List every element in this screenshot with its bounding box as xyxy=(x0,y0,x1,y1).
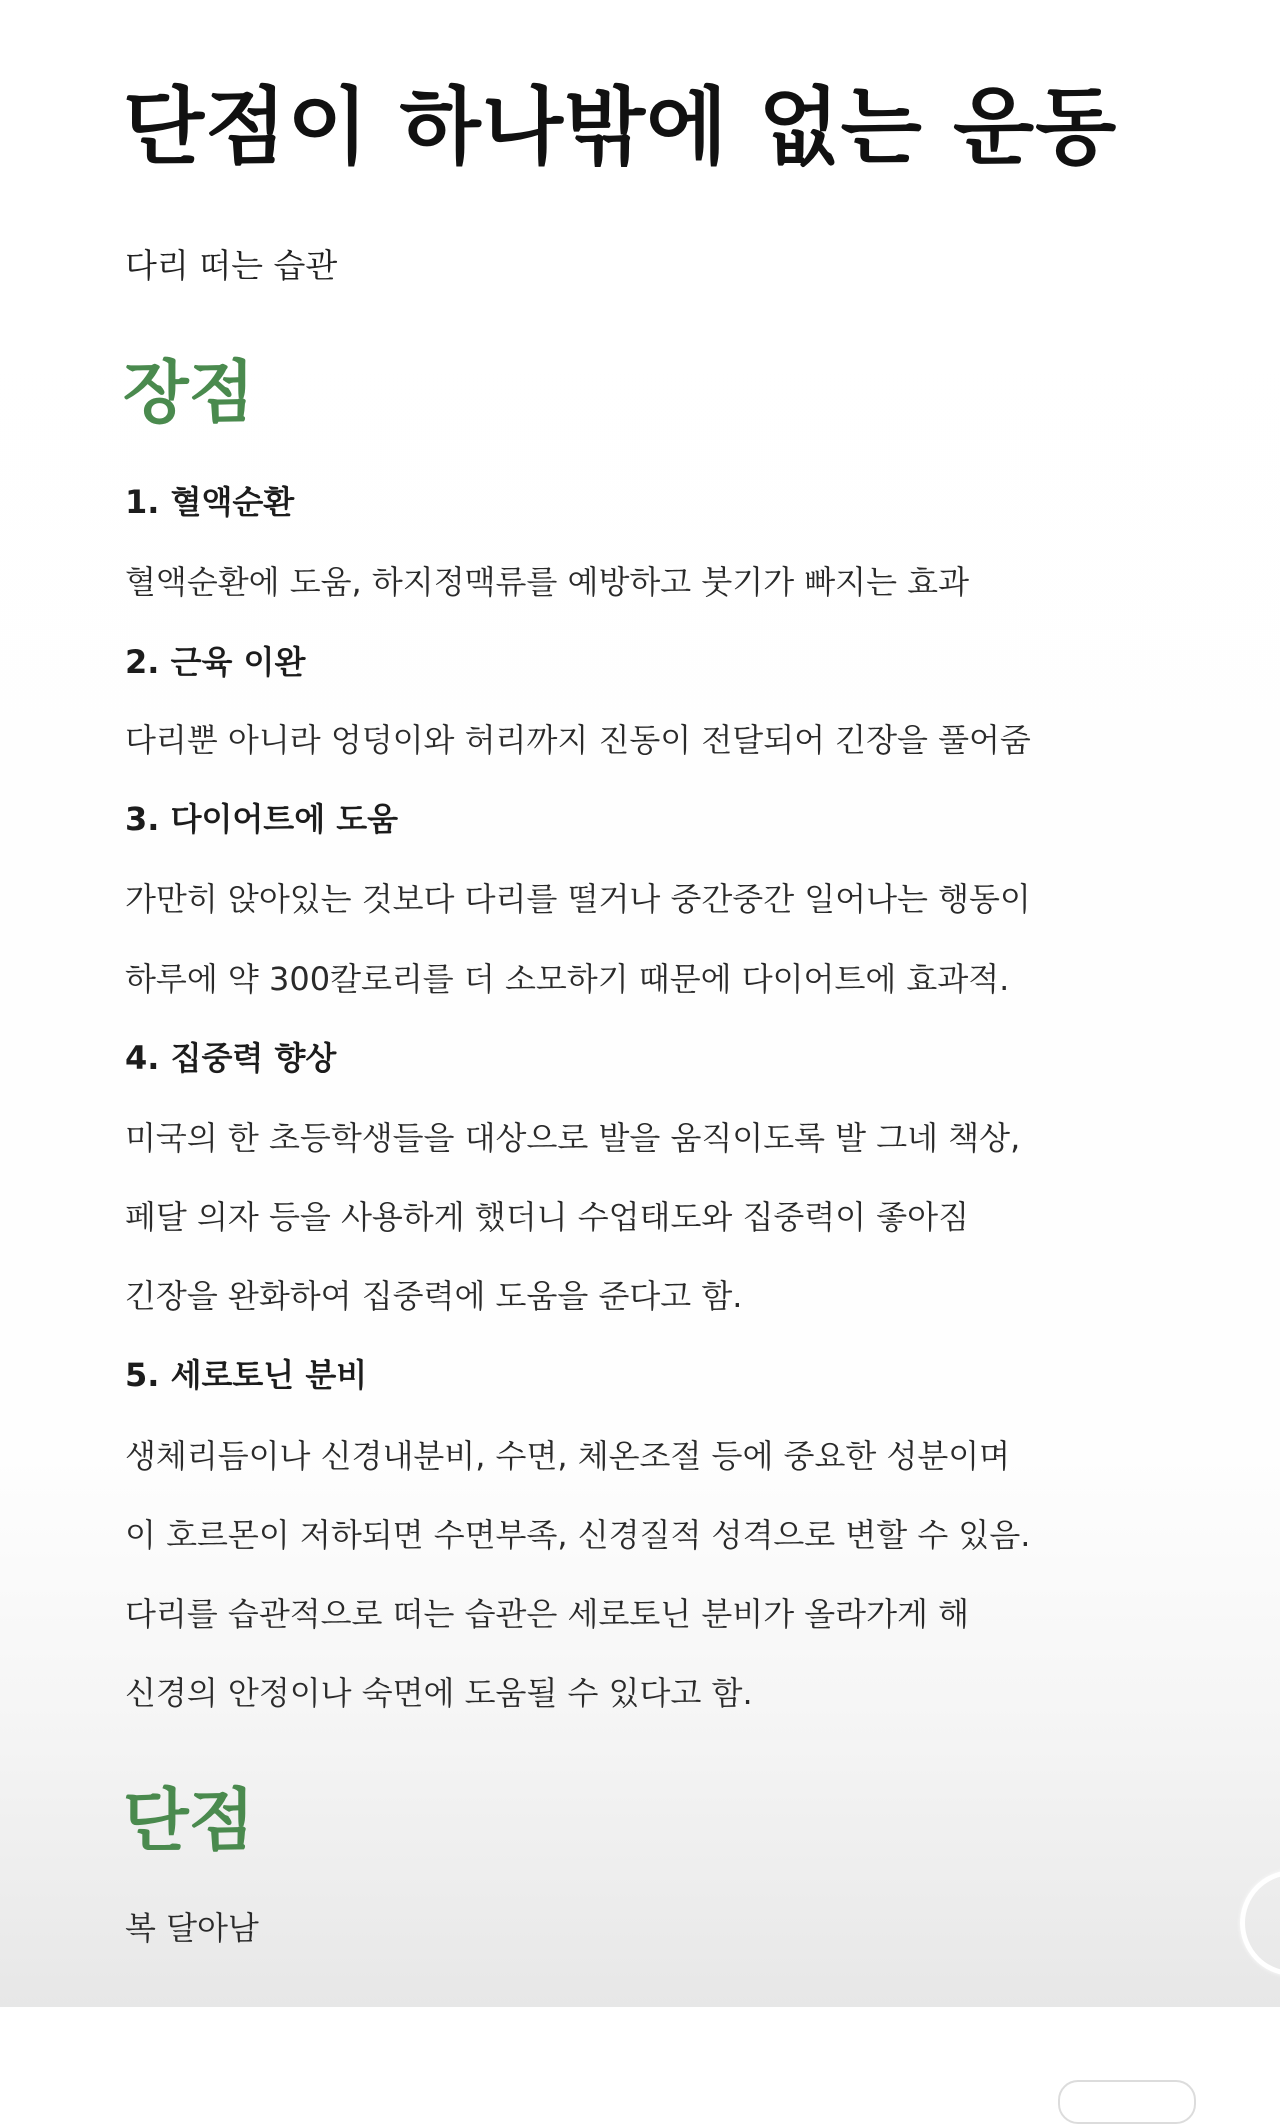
pros-item-5-line-3: 다리를 습관적으로 떠는 습관은 세로토닌 분비가 올라가게 해 xyxy=(125,1595,970,1633)
pros-item-heading-5: 5. 세로토닌 분비 xyxy=(125,1356,368,1394)
pros-item-5-line-1: 생체리듬이나 신경내분비, 수면, 체온조절 등에 중요한 성분이며 xyxy=(125,1437,1011,1475)
floating-pill-button[interactable] xyxy=(1058,2080,1196,2124)
pros-item-2-line-1: 다리뿐 아니라 엉덩이와 허리까지 진동이 전달되어 긴장을 풀어줌 xyxy=(125,721,1031,759)
pros-item-heading-4: 4. 집중력 향상 xyxy=(125,1039,337,1077)
pros-item-4-line-2: 페달 의자 등을 사용하게 했더니 수업태도와 집중력이 좋아짐 xyxy=(125,1198,970,1236)
pros-item-5-line-4: 신경의 안정이나 숙면에 도움될 수 있다고 함. xyxy=(125,1674,753,1712)
pros-item-heading-2: 2. 근육 이완 xyxy=(125,643,306,681)
pros-item-heading-1: 1. 혈액순환 xyxy=(125,483,295,521)
pros-item-5-line-2: 이 호르몬이 저하되면 수면부족, 신경질적 성격으로 변할 수 있음. xyxy=(125,1516,1031,1554)
cons-line-1: 복 달아남 xyxy=(125,1909,259,1947)
pros-item-1-line-1: 혈액순환에 도움, 하지정맥류를 예방하고 붓기가 빠지는 효과 xyxy=(125,563,970,601)
pros-item-4-line-3: 긴장을 완화하여 집중력에 도움을 준다고 함. xyxy=(125,1277,743,1315)
page-title: 단점이 하나밖에 없는 운동 xyxy=(123,78,1118,176)
pros-item-3-line-2: 하루에 약 300칼로리를 더 소모하기 때문에 다이어트에 효과적. xyxy=(125,960,1010,998)
pros-heading: 장점 xyxy=(123,354,255,433)
cons-heading: 단점 xyxy=(123,1782,255,1861)
pros-item-heading-3: 3. 다이어트에 도움 xyxy=(125,800,399,838)
pros-item-3-line-1: 가만히 앉아있는 것보다 다리를 떨거나 중간중간 일어나는 행동이 xyxy=(125,880,1031,918)
circle-outline-icon xyxy=(1240,1870,1280,1976)
pros-item-4-line-1: 미국의 한 초등학생들을 대상으로 발을 움직이도록 발 그네 책상, xyxy=(125,1119,1021,1157)
page-subtitle: 다리 떠는 습관 xyxy=(125,246,338,285)
